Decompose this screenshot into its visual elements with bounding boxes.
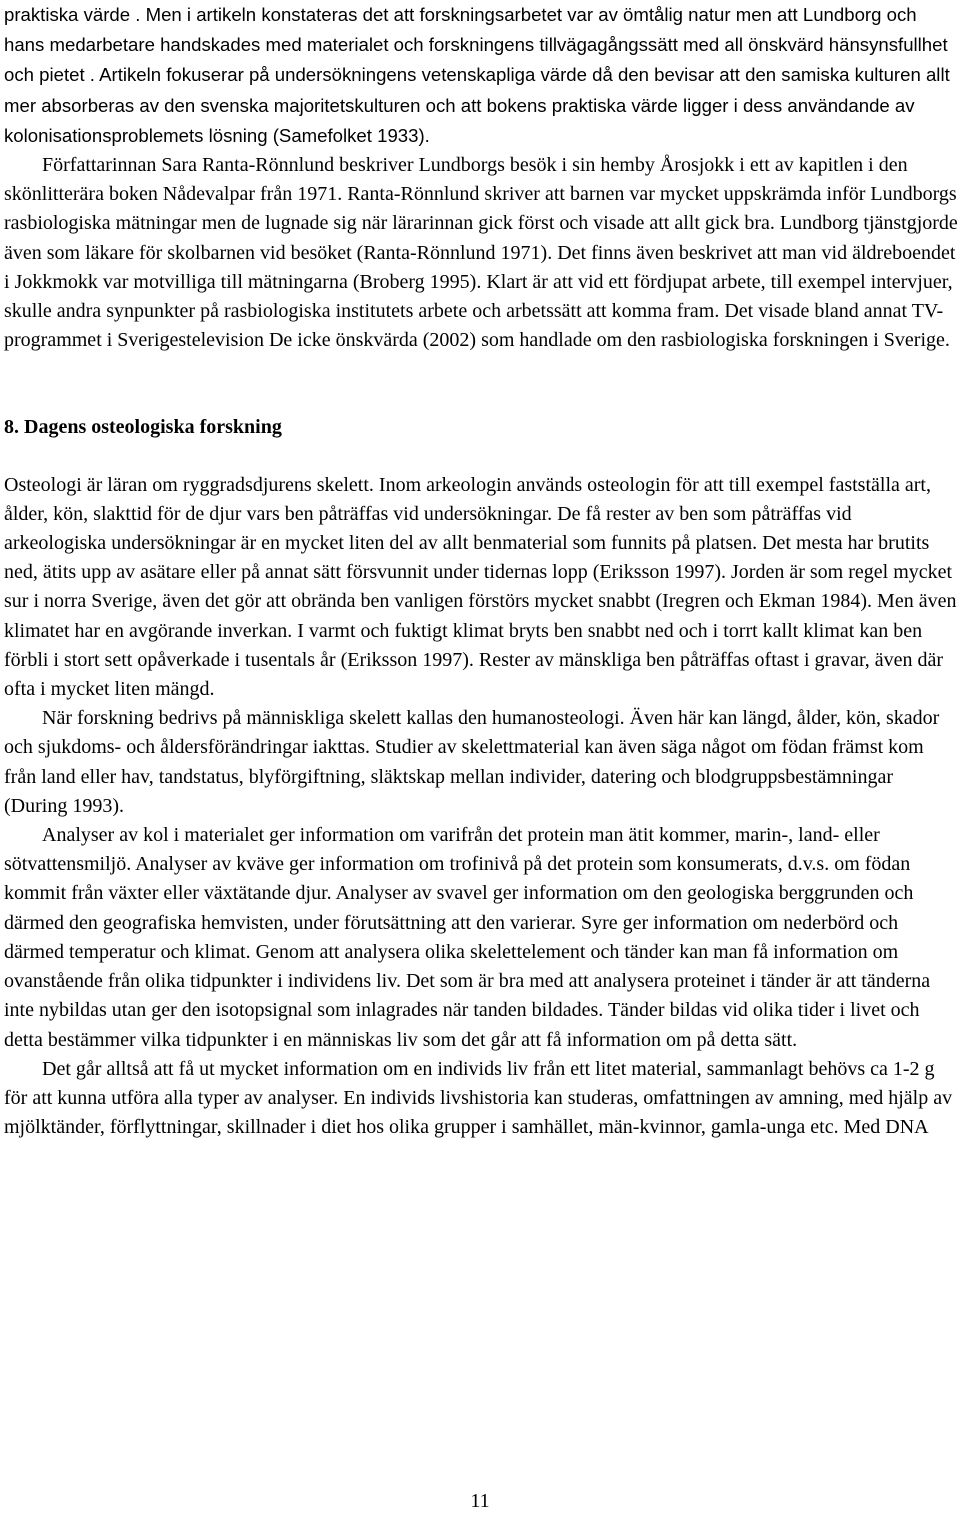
sans-text-run: praktiska värde . Men i artikeln konstateras det att forskningsarbetet var av ömtålig natur men att Lundborg och hans medarbetare handskades med materialet och forskningens tillvägagångssätt med all önskvärd hänsynsfullhet och pietet . Artikeln fokuserar på undersökningens vetenskapliga värde då den bevisar att den samiska kulturen allt mer absorberas av den svenska majoritetskulturen och att bokens praktiska värde ligger i dess användande av kolonisationsproblemets lösning (Samefolket 1933).	[4, 4, 950, 146]
body-paragraph: När forskning bedrivs på människliga skelett kallas den humanosteologi. Även här kan längd, ålder, kön, skador och sjukdoms- och åldersförändringar iakttas. Studier av skelettmaterial kan även säga något om födan främst kom från land eller hav, tandstatus, blyförgiftning, släktskap mellan individer, datering och blodgruppsbestämningar (During 1993).	[4, 707, 940, 817]
serif-text-run: Författarinnan Sara Ranta-Rönnlund beskriver Lundborgs besök i sin hemby Årosjokk i ett av kapitlen i den skönlitterära boken Nådevalpar från 1971. Ranta-Rönnlund skriver att barnen var mycket uppskrämda inför Lundborgs rasbiologiska mätningar men de lugnade sig när lärarinnan gick först och visade att allt gick bra. Lundborg tjänstgjorde även som läkare för skolbarnen vid besöket (Ranta-Rönnlund 1971). Det finns även beskrivet att man vid äldreboendet i Jokkmokk var motvilliga till mätningarna (Broberg 1995). Klart är att vid ett fördjupat arbete, till exempel intervjuer, skulle andra synpunkter på rasbiologiska institutets arbete och arbetssätt att komma fram. Det visade bland annat TV-programmet i Sverigestelevision De icke önskvärda (2002) som handlade om den rasbiologiska forskningen i Sverige.	[4, 154, 958, 352]
body-paragraph: Analyser av kol i materialet ger information om varifrån det protein man ätit kommer, marin-, land- eller sötvattensmiljö. Analyser av kväve ger information om trofinivå på det protein som konsumerats, d.v.s. om födan kommit från växter eller växtätande djur. Analyser av svavel ger information om den geologiska berggrunden och därmed den geografiska hemvisten, under förutsättning att den varierar. Syre ger information om nederbörd och därmed temperatur och klimat. Genom att analysera olika skelettelement och tänder kan man få information om ovanstående från olika tidpunkter i individens liv. Det som är bra med att analysera proteinet i tänder är att tänderna inte nybildas utan ger den isotopsignal som inlagrades när tanden bildades. Tänder bildas vid olika tider i livet och detta bestämmer vilka tidpunkter i en människas liv som det går att få information om på detta sätt.	[4, 824, 931, 1051]
body-paragraph: Osteologi är läran om ryggradsdjurens skelett. Inom arkeologin används osteologin för att till exempel fastställa art, ålder, kön, slakttid för de djur vars ben påträffas vid undersökningar. De få rester av ben som påträffas vid arkeologiska undersökningar är en mycket liten del av allt benmaterial som funnits på platsen. Det mesta har brutits ned, ätits upp av asätare eller på annat sätt försvunnit under tidernas lopp (Eriksson 1997). Jorden är som regel mycket sur i norra Sverige, även det gör att obrända ben vanligen förstörs mycket snabbt (Iregren och Ekman 1984). Men även klimatet har en avgörande inverkan. I varmt och fuktigt klimat bryts ben snabbt ned och i torrt kallt klimat kan ben förbli i stort sett opåverkade i tusentals år (Eriksson 1997). Rester av mänskliga ben påträffas oftast i gravar, även där ofta i mycket liten mängd.	[4, 473, 957, 701]
page-number: 11	[470, 1490, 490, 1512]
document-page	[4, 0, 958, 1142]
section-heading: 8. Dagens osteologiska forskning	[4, 416, 282, 439]
body-paragraph-intro	[4, 0, 958, 355]
body-paragraph: Det går alltså att få ut mycket information om en individs liv från ett litet material, sammanlagt behövs ca 1-2 g för att kunna utföra alla typer av analyser. En individs livshistoria kan studeras, omfattningen av amning, med hjälp av mjölktänder, förflyttningar, skillnader i diet hos olika grupper i samhället, män-kvinnor, gamla-unga etc. Med DNA	[4, 1057, 953, 1139]
